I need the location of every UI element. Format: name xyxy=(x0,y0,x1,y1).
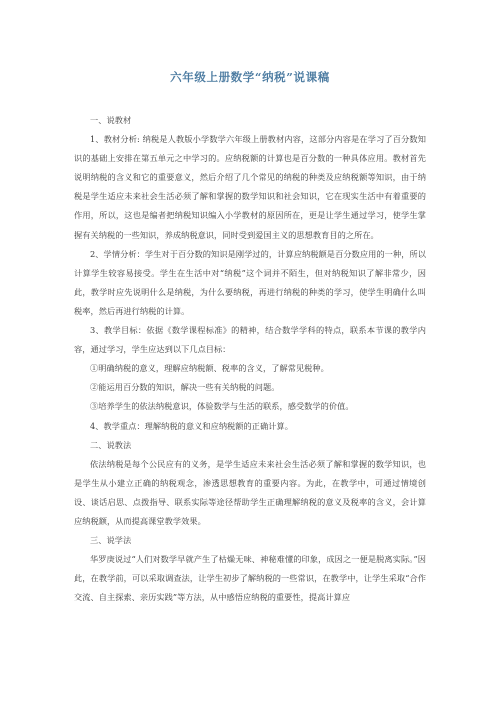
document-title: 六年级上册数学“纳税”说课稿 xyxy=(170,70,330,84)
goal-item-2: ②能运用百分数的知识，解决一些有关纳税的问题。 xyxy=(90,382,280,393)
paragraph-teaching-method: 依法纳税是每个公民应有的义务，是学生适应未来社会生活必须了解和掌握的数学知识，也是学生从小建立正确的纳税观念，渗透思想教育的重要内容。为此，在教学中，可通过情境创设、谈话启思、点拨指导、联系实际等途径帮助学生正确理解纳税的意义及税率的含义，会计算应纳税额，从而提高课堂教学效果。 xyxy=(74,458,426,526)
paragraph-student-analysis: 2、学情分析：学生对于百分数的知识是刚学过的，计算应纳税额是百分数应用的一种，所以计算学生较容易接受。学生在生活中对“纳税”这个词并不陌生，但对纳税知识了解非常少，因此，教学时应先说明什么是纳税，为什么要纳税，再进行纳税的种类的学习，使学生明确什么叫税率，然后再进行纳税的计算。 xyxy=(74,248,426,316)
document-body xyxy=(74,111,426,607)
goal-item-1: ①明确纳税的意义，理解应纳税额、税率的含义，了解常见税种。 xyxy=(90,363,329,374)
goal-item-3: ③培养学生的依法纳税意识，体验数学与生活的联系，感受数学的价值。 xyxy=(90,401,354,412)
paragraph-teaching-goals: 3、教学目标：依据《数学课程标准》的精神，结合数学学科的特点，联系本节课的教学内容，通过学习，学生应达到以下几点目标： xyxy=(74,325,426,355)
paragraph-material-analysis: 1、教材分析: 纳税是人教版小学数学六年级上册教材内容，这部分内容是在学习了百分数知识的基础上安排在第五单元之中学习的。应纳税额的计算也是百分数的一种具体应用。教材首先说明纳税的含义和它的重要意义，然后介绍了几个常见的纳税的种类及应纳税额等知识，由于纳税是学生适应未来社会生活必须了解和掌握的数学知识和社会知识，它在现实生活中有着重要的作用，所以，这也是编者把纳税知识编入小学教材的原因所在，更是让学生通过学习，使学生掌握有关纳税的一些知识，养成纳税意识，同时受到爱国主义的思想教育目的之所在。 xyxy=(74,134,426,240)
paragraph-teaching-focus: 4、教学重点：理解纳税的意义和应纳税额的正确计算。 xyxy=(90,420,293,431)
section-heading-teaching-material: 一、说教材 xyxy=(90,115,132,125)
section-heading-teaching-method: 二、说教法 xyxy=(90,439,132,450)
section-heading-learning-method: 三、说学法 xyxy=(90,535,132,546)
paragraph-learning-method: 华罗庚说过“人们对数学早就产生了枯燥无味、神秘难懂的印象，成因之一便是脱离实际。”因此，在教学前，可以采取调查法，让学生初步了解纳税的一些常识，在教学中，让学生采取“合作交流、自主探索、亲历实践”等方法，从中感悟应纳税的重要性，提高计算应 xyxy=(74,554,426,603)
